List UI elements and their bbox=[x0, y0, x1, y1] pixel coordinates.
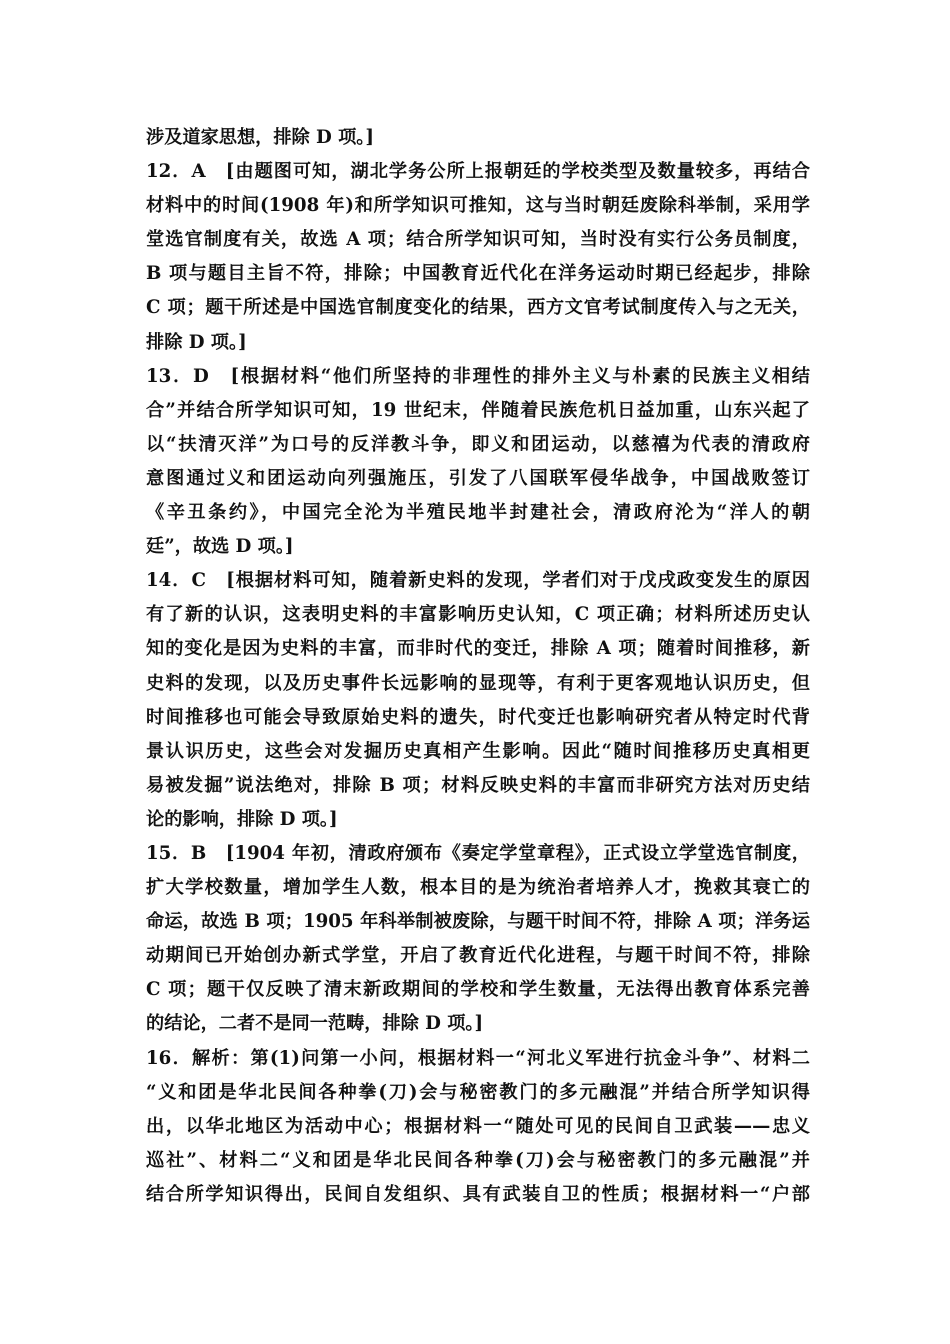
text-line: 易被发掘”说法绝对，排除 B 项；材料反映史料的丰富而非研究方法对历史结 bbox=[146, 774, 810, 796]
text-line: 论的影响，排除 D 项。] bbox=[146, 808, 338, 830]
text-line: “义和团是华北民间各种拳(刀)会与秘密教门的多元融混”并结合所学知识得 bbox=[146, 1081, 810, 1103]
text-line: 动期间已开始创办新式学堂，开启了教育近代化进程，与题干时间不符，排除 bbox=[146, 945, 810, 967]
text-line: C 项；题干所述是中国选官制度变化的结果，西方文官考试制度传入与之无关， bbox=[146, 297, 810, 319]
answer-explanation-text bbox=[146, 121, 810, 1212]
text-line: 涉及道家思想，排除 D 项。] bbox=[146, 127, 375, 148]
text-line: 的结论，二者不是同一范畴，排除 D 项。] bbox=[146, 1013, 484, 1035]
text-line: 时间推移也可能会导致原始史料的遗失，时代变迁也影响研究者从特定时代背 bbox=[146, 706, 810, 728]
text-line: 合”并结合所学知识可知，19 世纪末，伴随着民族危机日益加重，山东兴起了 bbox=[146, 399, 810, 421]
text-line: 排除 D 项。] bbox=[146, 331, 247, 353]
text-line: 廷”，故选 D 项。] bbox=[146, 536, 294, 558]
text-line: 结合所学知识得出，民间自发组织、具有武装自卫的性质；根据材料一“户部 bbox=[146, 1183, 810, 1205]
text-line: 14．C [根据材料可知，随着新史料的发现，学者们对于戊戌政变发生的原因 bbox=[146, 570, 810, 592]
text-line: 出，以华北地区为活动中心；根据材料一“随处可见的民间自卫武装——忠义 bbox=[146, 1115, 810, 1137]
text-line: 《辛丑条约》，中国完全沦为半殖民地半封建社会，清政府沦为“洋人的朝 bbox=[146, 502, 810, 524]
text-line: 15．B [1904 年初，清政府颁布《奏定学堂章程》，正式设立学堂选官制度， bbox=[146, 842, 810, 864]
text-line: C 项；题干仅反映了清末新政期间的学校和学生数量，无法得出教育体系完善 bbox=[146, 979, 810, 1001]
text-line: 巡社”、材料二“义和团是华北民间各种拳(刀)会与秘密教门的多元融混”并 bbox=[146, 1149, 810, 1171]
text-line: 史料的发现，以及历史事件长远影响的显现等，有利于更客观地认识历史，但 bbox=[146, 672, 810, 694]
text-line: 命运，故选 B 项；1905 年科举制被废除，与题干时间不符，排除 A 项；洋务运 bbox=[146, 911, 810, 933]
text-line: 堂选官制度有关，故选 A 项；结合所学知识可知，当时没有实行公务员制度， bbox=[146, 229, 810, 251]
text-line: 景认识历史，这些会对发掘历史真相产生影响。因此“随时间推移历史真相更 bbox=[146, 740, 810, 762]
text-line: 12．A [由题图可知，湖北学务公所上报朝廷的学校类型及数量较多，再结合 bbox=[146, 161, 810, 183]
text-line: 扩大学校数量，增加学生人数，根本目的是为统治者培养人才，挽救其衰亡的 bbox=[146, 877, 810, 899]
text-line: 以“扶清灭洋”为口号的反洋教斗争，即义和团运动，以慈禧为代表的清政府 bbox=[146, 433, 810, 455]
text-line: B 项与题目主旨不符，排除；中国教育近代化在洋务运动时期已经起步，排除 bbox=[146, 263, 810, 285]
text-line: 意图通过义和团运动向列强施压，引发了八国联军侵华战争，中国战败签订 bbox=[146, 467, 810, 489]
text-line: 13．D [根据材料“他们所坚持的非理性的排外主义与朴素的民族主义相结 bbox=[146, 365, 810, 387]
text-line: 16．解析：第(1)问第一小问，根据材料一“河北义军进行抗金斗争”、材料二 bbox=[146, 1047, 810, 1069]
text-line: 材料中的时间(1908 年)和所学知识可推知，这与当时朝廷废除科举制，采用学 bbox=[146, 195, 810, 217]
text-line: 有了新的认识，这表明史料的丰富影响历史认知，C 项正确；材料所述历史认 bbox=[146, 604, 810, 626]
text-line: 知的变化是因为史料的丰富，而非时代的变迁，排除 A 项；随着时间推移，新 bbox=[146, 638, 810, 660]
